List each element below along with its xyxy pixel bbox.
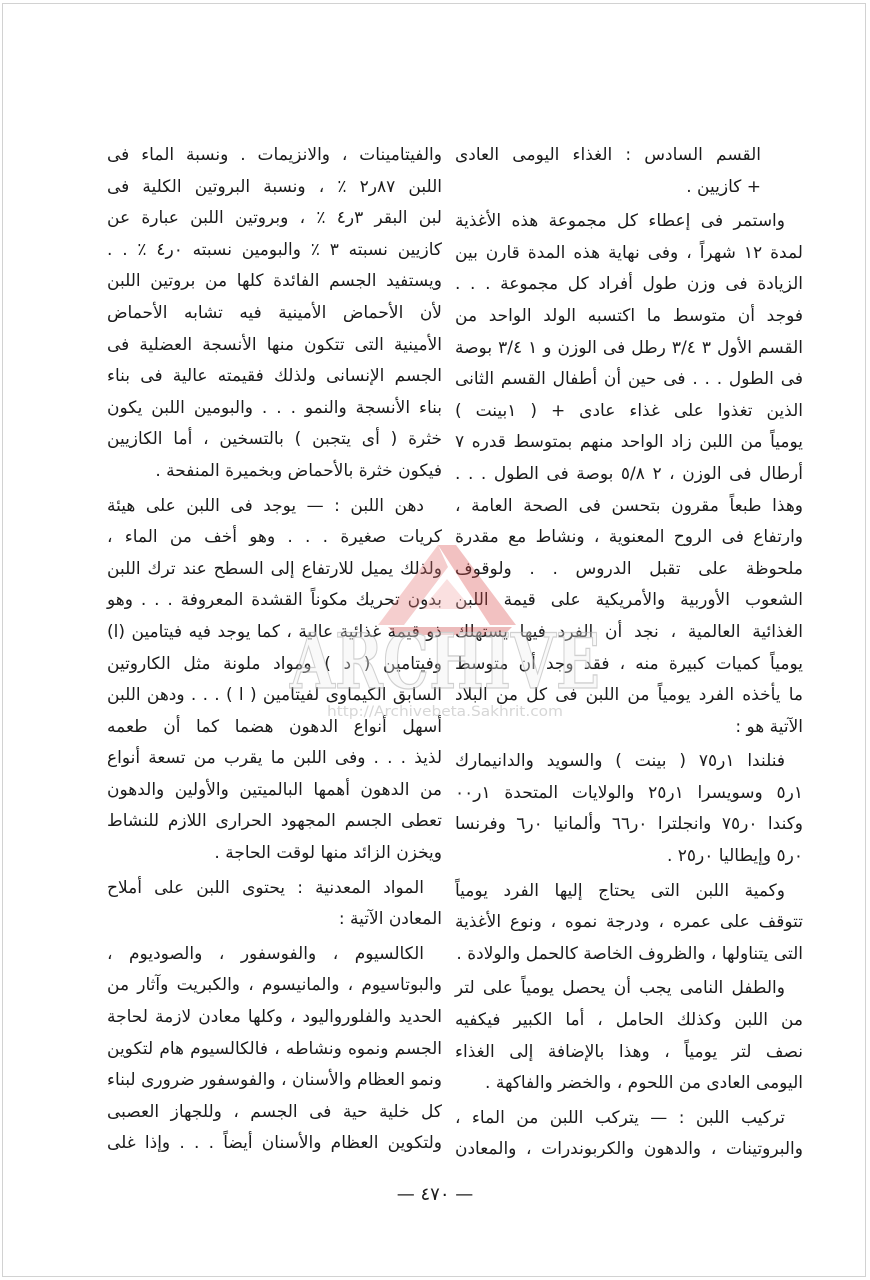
- text-line: كل خلية حية فى الجسم ، وللجهاز العصبى: [107, 1101, 442, 1122]
- text-line: خثرة ( أى يتجبن ) بالتسخين ، أما الكازيين: [107, 429, 442, 450]
- text-line: لبن البقر ٣ر٤ ٪ ، وبروتين اللبن عبارة عن: [107, 208, 442, 229]
- text-line: الجسم الإنسانى ولذلك فقيمته عالية فى بناء: [107, 366, 442, 387]
- text-line: والفيتامينات ، والانزيمات . ونسبة الماء فى: [107, 145, 442, 165]
- text-line: ذو قيمة غذائية عالية ، كما يوجد فيه فيتامين (ا): [107, 621, 442, 642]
- text-line: التى يتناولها ، والظروف الخاصة كالحمل والولادة .: [456, 943, 803, 964]
- text-line: القسم الأول ٣ ٣/٤ رطل فى الوزن و ١ ٣/٤ بوصة: [455, 337, 804, 358]
- text-line: المعادن الآتية :: [338, 909, 442, 930]
- text-line: ملحوظة على تقبل الدروس . . ولوقوف: [455, 558, 803, 579]
- text-line: والطفل النامى يجب أن يحصل يومياً على لتر: [455, 978, 785, 999]
- text-line: بدون تحريك مكوناً القشدة المعروفة . . . وهو: [107, 590, 442, 611]
- watermark-url: http://Archivebeta.Sakhrit.com: [327, 704, 563, 720]
- paragraph: [455, 206, 803, 743]
- text-line: وكمية اللبن التى يحتاج إليها الفرد يومياً: [455, 880, 785, 901]
- text-line: وارتفاع فى الروح المعنوية ، ونشاط مع مقدرة: [455, 527, 803, 548]
- paragraph: [455, 876, 803, 971]
- text-line: تعطى الجسم المجهود الحرارى اللازم للنشاط: [107, 811, 442, 832]
- text-line: ٠ر٥ وإيطاليا ٠ر٢٥ .: [666, 846, 803, 867]
- text-line: من اللبن وكذلك الحامل ، أما الكبير فيكفيه: [455, 1010, 803, 1031]
- watermark-brand: ARCHIVE: [289, 617, 600, 706]
- paragraph: [107, 873, 442, 936]
- text-line: السابق الكيماوى لفيتامين ( ا ) . . . ودهن اللبن: [107, 685, 442, 706]
- text-line: الآتية هو :: [735, 716, 803, 737]
- text-line: لذيذ . . . وفى اللبن ما يقرب من تسعة أنواع: [107, 748, 442, 769]
- text-line: نصف لتر يومياً ، وهذا بالإضافة إلى الغذاء: [455, 1041, 803, 1062]
- text-line: اللبن ٨٧ر٢ ٪ ، ونسبة البروتين الكلية فى: [107, 176, 442, 197]
- paragraph: [107, 140, 442, 488]
- text-line: يومياً من اللبن زاد الواحد منهم بمتوسط قدره ٧: [455, 432, 803, 453]
- text-line: يومياً كميات كبيرة منه ، فقد وجد أن متوسط: [455, 653, 803, 674]
- text-line: فيكون خثرة بالأحماض وبخميرة المنفحة .: [155, 460, 442, 481]
- text-line: لأن الأحماض الأمينية فيه تشابه الأحماض: [107, 302, 442, 323]
- text-line: تركيب اللبن : — يتركب اللبن من الماء ،: [455, 1107, 785, 1128]
- text-line: ويخزن الزائد منها لوقت الحاجة .: [214, 843, 442, 864]
- text-line: دهن اللبن : — يوجد فى اللبن على هيئة: [107, 495, 424, 516]
- text-line: لمدة ١٢ شهراً ، وفى نهاية هذه المدة قارن بين: [455, 242, 803, 263]
- text-line: الجسم ونموه ونشاطه ، فالكالسيوم هام لتكوين: [107, 1038, 442, 1059]
- text-line: بناء الأنسجة والنمو . . . والبومين اللبن يكون: [107, 397, 442, 418]
- text-line: ما يأخذه الفرد يومياً من اللبن فى كل من البلاد: [455, 685, 803, 706]
- left-column: [107, 140, 442, 1163]
- paragraph: [455, 973, 803, 1099]
- text-line: ونمو العظام والأسنان ، والفوسفور ضرورى لبناء: [107, 1070, 442, 1091]
- text-line: ويستفيد الجسم الفائدة كلها من بروتين اللبن: [107, 271, 442, 292]
- text-line: اليومى العادى من اللحوم ، والخضر والفاكهة .: [485, 1073, 803, 1094]
- text-line: والبوتاسيوم ، والمانيسوم ، والكبريت وآثار من: [107, 975, 442, 996]
- paragraph: [455, 1103, 803, 1166]
- text-line: واستمر فى إعطاء كل مجموعة هذه الأغذية: [455, 211, 785, 232]
- text-line: وفيتامين ( د ) ومواد ملونة مثل الكاروتين: [107, 653, 442, 674]
- page-number: — ٤٧٠ —: [396, 1184, 474, 1205]
- text-line: والبروتينات ، والدهون والكربوندرات ، والمعادن: [455, 1139, 803, 1160]
- text-line: تتوقف على عمره ، ودرجة نموه ، ونوع الأغذية: [455, 912, 803, 933]
- text-line: القسم السادس : الغذاء اليومى العادى: [455, 145, 761, 165]
- text-line: الذين تغذوا على غذاء عادى + ( ١بينت ): [455, 400, 803, 421]
- text-line: أسهل أنواع الدهون هضما كما أن طعمه: [107, 716, 442, 737]
- text-line: ولتكوين العظام والأسنان أيضاً . . . وإذا غلى: [107, 1133, 442, 1154]
- paragraph: [455, 746, 803, 872]
- text-line: فنلندا ١ر٧٥ ( بينت ) والسويد والدانيمارك: [455, 751, 785, 772]
- right-column: [455, 140, 803, 1169]
- text-line: وكندا ٠ر٧٥ وانجلترا ٠ر٦٦ وألمانيا ٠ر٦ وفرنسا: [455, 814, 803, 835]
- paragraph: [455, 140, 761, 203]
- text-line: ولذلك يميل للارتفاع إلى السطح عند ترك اللبن: [107, 558, 442, 579]
- text-line: الأمينية التى تتكون منها الأنسجة العضلية فى: [107, 334, 442, 355]
- text-line: + كازيين .: [686, 176, 761, 197]
- text-line: كريات صغيرة . . . وهو أخف من الماء ،: [107, 527, 442, 548]
- text-line: الغذائية العالمية ، نجد أن الفرد فيها يستهلك: [455, 621, 803, 642]
- text-line: أرطال فى الوزن ، ٢ ٥/٨ بوصة فى الطول . . .: [455, 463, 803, 484]
- text-line: فى الطول . . . فى حين أن أطفال القسم الثانى: [455, 369, 803, 390]
- text-line: من الدهون أهمها البالميتين والأولين والدهون: [107, 779, 442, 800]
- text-line: الكالسيوم ، والفوسفور ، والصوديوم ،: [107, 943, 424, 964]
- text-line: الشعوب الأوربية والأمريكية على قيمة اللبن: [455, 590, 803, 611]
- text-line: فوجد أن متوسط ما اكتسبه الولد الواحد من: [455, 305, 803, 326]
- text-line: الحديد والفلورواليود ، وكلها معادن لازمة لحاجة: [107, 1007, 442, 1028]
- text-line: كازيين نسبته ٣ ٪ والبومين نسبته ٠ر٤ ٪ . .: [107, 239, 442, 260]
- paragraph: [107, 491, 442, 870]
- text-line: المواد المعدنية : يحتوى اللبن على أملاح: [107, 877, 424, 898]
- text-line: ١ر٥ وسويسرا ١ر٢٥ والولايات المتحدة ١ر٠٠: [455, 782, 803, 803]
- text-line: وهذا طبعاً مقرون بتحسن فى الصحة العامة ،: [455, 495, 803, 516]
- text-line: الزيادة فى وزن طول أفراد كل مجموعة . . .: [455, 274, 803, 295]
- paragraph: [107, 939, 442, 1160]
